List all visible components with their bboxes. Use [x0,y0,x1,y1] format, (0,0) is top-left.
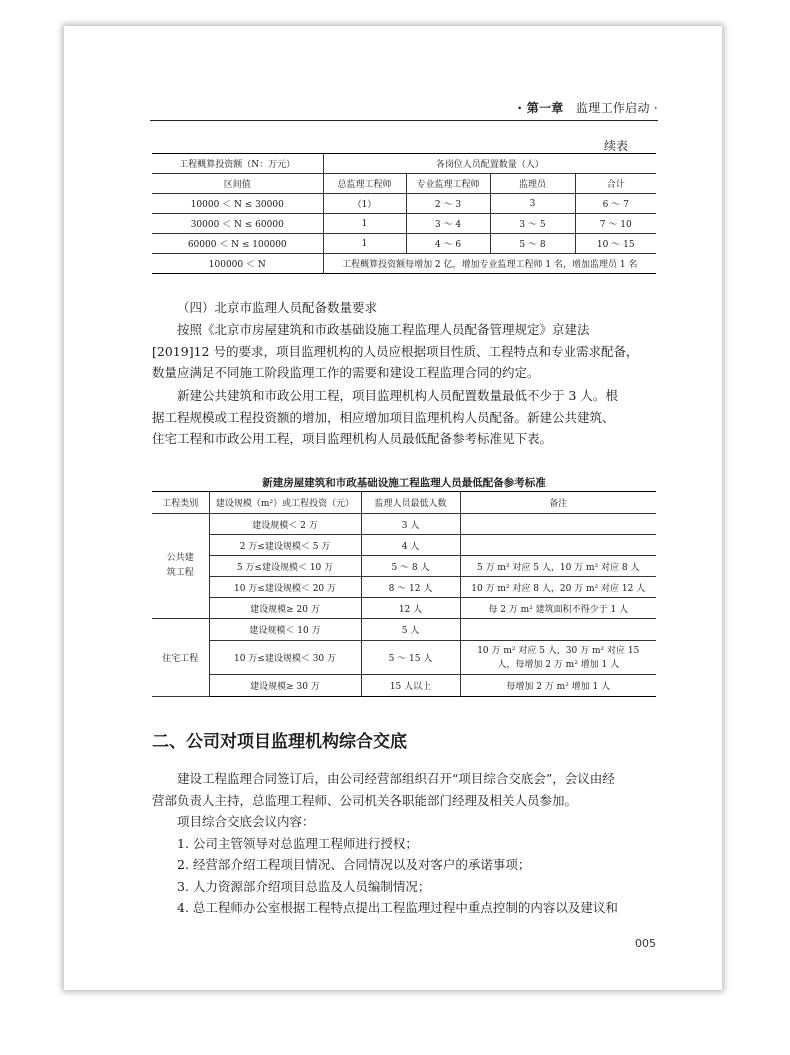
table-row [152,535,656,556]
table-cell: 1 [323,234,406,254]
chapter-label: · 第一章 [517,101,564,115]
table-header-row [152,492,656,514]
table-row [152,598,656,619]
table-cell: 每 2 万 m² 建筑面积不得少于 1 人 [460,598,656,619]
table-cell: 4 ～ 6 [406,234,490,254]
table-cell: 5 ～ 15 人 [361,641,460,675]
min-staffing-table [152,491,656,697]
section-title: 二、公司对项目监理机构综合交底 [152,732,407,752]
table-header-cell: 合计 [575,174,656,194]
table-cell: 5 万 m² 对应 5 人，10 万 m² 对应 8 人 [460,556,656,577]
table-cell: 60000 ＜ N ≤ 100000 [152,234,323,254]
table-cell: 3 人 [361,514,460,535]
table-row [152,214,656,234]
table-cell: 10 万 m² 对应 8 人，20 万 m² 对应 12 人 [460,577,656,598]
table-row [152,641,656,675]
paragraph-line: 建设工程监理合同签订后，由公司经营部组织召开“项目综合交底会”，会议由经 [177,771,615,786]
table-row [152,194,656,214]
table-cell: 3 ～ 5 [490,214,575,234]
table-cell: 7 ～ 10 [575,214,656,234]
table-cell: 建设规模≥ 20 万 [209,598,361,619]
paragraph-regulation [152,319,658,384]
table-cell: 5 ～ 8 [490,234,575,254]
table-row [152,234,656,254]
category-cell: 住宅工程 [152,619,209,697]
table-cell: 工程概算投资额每增加 2 亿，增加专业监理工程师 1 名，增加监理员 1 名 [323,254,656,274]
table-header-cell: 工程类别 [152,492,209,514]
table-cell: 建设规模＜ 10 万 [209,619,361,641]
table-header-cell: 各岗位人员配置数量（人） [323,154,656,174]
paragraph-line: 按照《北京市房屋建筑和市政基础设施工程监理人员配备管理规定》京建法 [177,322,590,337]
table-cell: 建设规模＜ 2 万 [209,514,361,535]
table-header-cell: 区间值 [152,174,323,194]
table-cell: 100000 ＜ N [152,254,323,274]
paragraph-line: [2019]12 号的要求，项目监理机构的人员应根据项目性质、工程特点和专业需求配备， [152,343,639,359]
paragraph-line: 住宅工程和市政公用工程，项目监理机构人员最低配备参考标准见下表。 [152,431,553,446]
table-cell [460,535,656,556]
table-cell: 15 人以上 [361,675,460,697]
category-cell [152,514,209,619]
paragraph-new-buildings [152,385,658,450]
running-header [150,99,658,121]
table-cell [460,619,656,641]
header-rule [150,120,658,121]
chapter-title: 监理工作启动 · [575,101,658,115]
table-cell: 2 万≤建设规模＜ 5 万 [209,535,361,556]
table-cell: 12 人 [361,598,460,619]
continued-label: 续表 [604,139,629,153]
table-cell: 建设规模≥ 30 万 [209,675,361,697]
table-row [152,254,656,274]
page-number: 005 [635,937,656,950]
table-cell: 10 万≤建设规模＜ 30 万 [209,641,361,675]
table-header-cell: 监理人员最低人数 [361,492,460,514]
table-cell: 每增加 2 万 m² 增加 1 人 [460,675,656,697]
table-header-row [152,174,656,194]
table-row [152,619,656,641]
table-cell: 6 ～ 7 [575,194,656,214]
table-cell: （1） [323,194,406,214]
table-row [152,675,656,697]
table-row [152,556,656,577]
category-label: 公共建筑工程 [166,553,194,578]
table-header-row [152,154,656,174]
table-cell: 1 [323,214,406,234]
table-cell: 10000 ＜ N ≤ 30000 [152,194,323,214]
paragraph-line: 数量应满足不同施工阶段监理工作的需要和建设工程监理合同的约定。 [152,365,540,380]
list-item: 3. 人力资源部介绍项目总监及人员编制情况； [177,878,431,894]
table-cell: 3 [490,194,575,214]
table-header-cell: 专业监理工程师 [406,174,490,194]
table-cell: 2 ～ 3 [406,194,490,214]
table-title: 新建房屋建筑和市政基础设施工程监理人员最低配备参考标准 [262,477,546,489]
table-cell: 10 ～ 15 [575,234,656,254]
paragraph-line: 营部负责人主持，总监理工程师、公司机关各职能部门经理及相关人员参加。 [152,792,578,808]
table-header-cell: 工程概算投资额（N：万元） [152,154,323,174]
paragraph-line: 据工程规模或工程投资额的增加，相应增加项目监理机构人员配备。新建公共建筑、 [152,409,615,425]
list-item: 4. 总工程师办公室根据工程特点提出工程监理过程中重点控制的内容以及建议和 [177,900,618,915]
list-item: 1. 公司主管领导对总监理工程师进行授权； [177,835,418,851]
section-heading-4: （四）北京市监理人员配备数量要求 [177,300,378,315]
table-row [152,577,656,598]
table-header-cell: 备注 [460,492,656,514]
table-cell: 10 万 m² 对应 5 人，30 万 m² 对应 15 人，每增加 2 万 m² 增加 1 人 [460,641,656,675]
table-cell: 5 ～ 8 人 [361,556,460,577]
table-cell: 10 万≤建设规模＜ 20 万 [209,577,361,598]
table-cell: 5 万≤建设规模＜ 10 万 [209,556,361,577]
table-cell: 5 人 [361,619,460,641]
table-cell: 30000 ＜ N ≤ 60000 [152,214,323,234]
table-cell: 4 人 [361,535,460,556]
table-cell [460,514,656,535]
paragraph-line: 新建公共建筑和市政公用工程，项目监理机构人员配置数量最低不少于 3 人。根 [177,388,618,403]
table-header-cell: 监理员 [490,174,575,194]
staffing-table [152,153,656,274]
list-item: 2. 经营部介绍工程项目情况、合同情况以及对客户的承诺事项； [177,857,531,872]
table-row [152,514,656,535]
table-cell: 8 ～ 12 人 [361,577,460,598]
table-header-cell: 建设规模（m²）或工程投资（元） [209,492,361,514]
table-cell: 3 ～ 4 [406,214,490,234]
paragraph-briefing [152,768,658,919]
table-header-cell: 总监理工程师 [323,174,406,194]
paragraph-line: 项目综合交底会议内容： [177,814,315,829]
